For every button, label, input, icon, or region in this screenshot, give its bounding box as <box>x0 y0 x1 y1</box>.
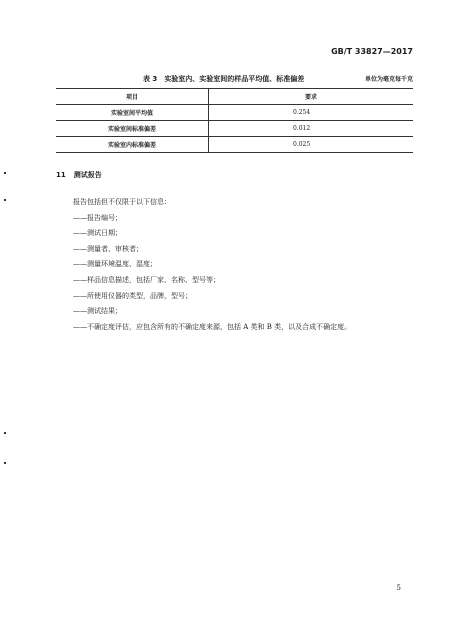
list-item: ——不确定度评估，应包含所有的不确定度来源，包括 A 类和 B 类，以及合成不确定度。 <box>73 322 352 331</box>
standard-number: GB/T 33827—2017 <box>331 47 413 56</box>
list-item: ——测量者、审核者； <box>73 244 143 253</box>
section-number: 11 <box>56 171 66 179</box>
scan-mark <box>4 462 6 464</box>
list-item: ——测试日期； <box>73 229 122 238</box>
page-number: 5 <box>396 584 401 592</box>
table-row <box>56 105 413 121</box>
row-label: 实验室间标准偏差 <box>56 121 209 137</box>
header-item: 项目 <box>56 89 209 105</box>
header-requirement: 要求 <box>209 89 414 105</box>
report-content <box>73 195 351 335</box>
table-header-row <box>56 89 413 105</box>
table-caption <box>143 74 304 84</box>
table-title: 实验室内、实验室间的样品平均值、标准偏差 <box>164 75 305 83</box>
table-unit: 单位为毫克每千克 <box>364 76 413 83</box>
row-value: 0.025 <box>209 137 414 153</box>
row-label: 实验室内标准偏差 <box>56 137 209 153</box>
row-value: 0.012 <box>209 121 414 137</box>
row-label: 实验室间平均值 <box>56 105 209 121</box>
table-number: 表 3 <box>143 75 158 83</box>
list-item: ——报告编号； <box>73 213 122 222</box>
list-item: ——所使用仪器的类型，品牌，型号； <box>73 291 192 300</box>
scan-mark <box>4 199 6 201</box>
list-item: ——测量环境温度、湿度； <box>73 260 157 269</box>
scan-mark <box>4 432 6 434</box>
row-value: 0.254 <box>209 105 414 121</box>
table-row <box>56 121 413 137</box>
list-item: ——样品信息描述，包括厂家、名称、型号等； <box>73 275 220 284</box>
report-intro: 报告包括但不仅限于以下信息： <box>73 198 171 206</box>
list-item: ——测试结果； <box>73 307 122 316</box>
table-row <box>56 137 413 153</box>
results-table <box>56 88 413 153</box>
scan-mark <box>4 172 6 174</box>
section-heading <box>56 170 102 180</box>
section-title: 测试报告 <box>73 171 102 179</box>
